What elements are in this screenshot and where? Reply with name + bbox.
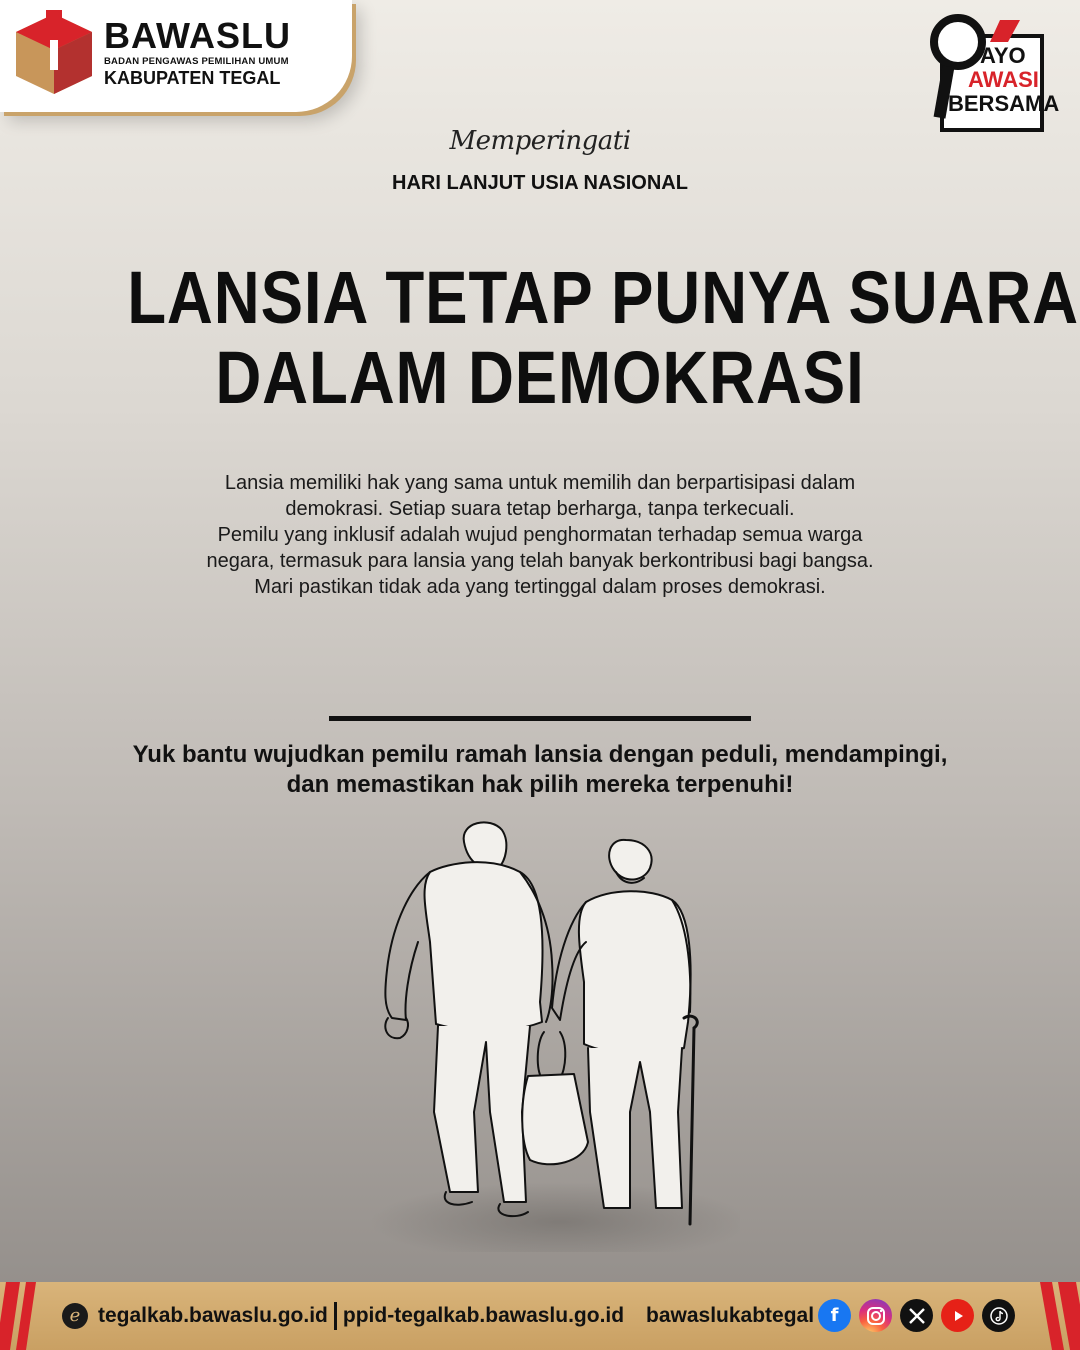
logo-region: KABUPATEN TEGAL [104, 68, 281, 88]
logo-subtitle: BADAN PENGAWAS PEMILIHAN UMUM [104, 56, 289, 67]
website-link-main[interactable]: tegalkab.bawaslu.go.id [98, 1304, 328, 1327]
social-icons [818, 1299, 1015, 1332]
social-handle: bawaslukabtegal [646, 1304, 815, 1327]
body-text [200, 470, 880, 600]
tiktok-icon[interactable] [982, 1299, 1015, 1332]
footer-bar [0, 1282, 1080, 1350]
event-title: HARI LANJUT USIA NASIONAL [392, 172, 688, 194]
main-title-line-2: DALAM DEMOKRASI [215, 336, 865, 419]
elderly-couple-illustration [360, 812, 740, 1252]
footer-left-stripe [0, 1282, 60, 1350]
instagram-icon[interactable] [859, 1299, 892, 1332]
main-title [127, 256, 1079, 419]
main-title-line-1: LANSIA TETAP PUNYA SUARA [127, 256, 1079, 339]
website-separator [334, 1302, 337, 1330]
bawaslu-logo [0, 0, 352, 112]
website-link-ppid[interactable]: ppid-tegalkab.bawaslu.go.id [342, 1304, 625, 1327]
bawaslu-emblem-icon [12, 10, 96, 98]
website-icon: e [62, 1303, 88, 1329]
body-paragraph-2: Pemilu yang inklusif adalah wujud penghormatan terhadap semua warga negara, termasuk para lansia yang telah banyak berkontribusi bagi bangsa. Mari pastikan tidak ada yang tertinggal dalam proses demokrasi. [206, 524, 874, 598]
body-paragraph-1: Lansia memiliki hak yang sama untuk memilih dan berpartisipasi dalam demokrasi. Setiap suara tetap berharga, tanpa terkecuali. [224, 472, 856, 520]
facebook-icon[interactable]: f [818, 1299, 851, 1332]
ayo-awasi-bersama-badge [928, 12, 1060, 136]
divider [329, 716, 751, 721]
badge-word-ayo: AYO [980, 43, 1026, 68]
script-heading: Memperingati [449, 126, 631, 156]
x-icon[interactable] [900, 1299, 933, 1332]
footer-right-stripe [1020, 1282, 1080, 1350]
badge-word-bersama: BERSAMA [948, 91, 1060, 116]
logo-title: BAWASLU [104, 15, 291, 56]
footer-websites [62, 1302, 624, 1330]
call-to-action: Yuk bantu wujudkan pemilu ramah lansia dengan peduli, mendampingi, dan memastikan hak pilih mereka terpenuhi! [132, 741, 948, 798]
youtube-icon[interactable] [941, 1299, 974, 1332]
badge-word-awasi: AWASI [968, 67, 1039, 92]
